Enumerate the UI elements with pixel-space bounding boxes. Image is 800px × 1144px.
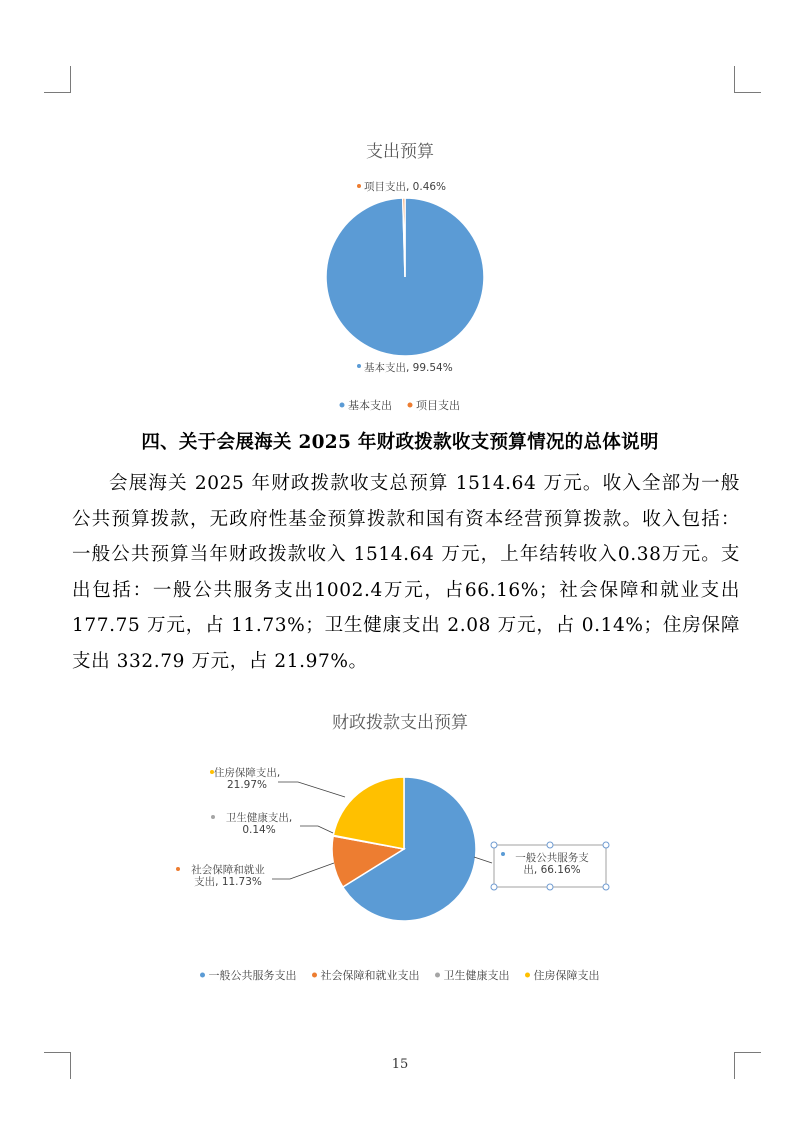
chart2-data-label-1: 社会保障和就业支出, 11.73%	[191, 864, 265, 888]
chart2-selection-handle-2	[603, 842, 609, 848]
chart2-leader-line-0	[474, 857, 492, 863]
chart2-data-label-2: 卫生健康支出, 0.14%	[225, 812, 293, 836]
chart2-legend-item-1: 社会保障和就业支出	[320, 969, 420, 982]
chart2-legend-marker-1	[312, 973, 317, 978]
chart2-selection-handle-5	[603, 884, 609, 890]
chart2-label-marker-2	[211, 815, 215, 819]
chart2-legend-item-0: 一般公共服务支出	[208, 969, 297, 982]
chart1-data-label-0: 基本支出, 99.54%	[364, 362, 453, 374]
chart1-data-label-1: 项目支出, 0.46%	[364, 181, 447, 193]
section-heading: 四、关于会展海关 2025 年财政拨款收支预算情况的总体说明	[141, 432, 659, 453]
chart1-label-marker-0	[357, 364, 361, 368]
chart1-legend-marker-1	[408, 403, 413, 408]
chart2-label-marker-0	[501, 852, 505, 856]
chart1-legend-item-1: 项目支出	[416, 399, 460, 412]
chart2-data-label-3: 住房保障支出, 21.97%	[213, 767, 281, 791]
chart2-legend-marker-0	[200, 973, 205, 978]
chart2-selection-handle-4	[547, 884, 553, 890]
chart2-data-label-0: 一般公共服务支出, 66.16%	[515, 852, 589, 876]
chart2-legend-item-2: 卫生健康支出	[443, 969, 510, 982]
chart2-pie	[0, 745, 800, 1025]
chart2-leader-line-2	[300, 826, 333, 833]
chart1-title: 支出预算	[366, 142, 434, 162]
chart2-selection-handle-3	[491, 884, 497, 890]
chart2-legend-marker-3	[525, 973, 530, 978]
chart1-legend-marker-0	[340, 403, 345, 408]
chart1-pie	[0, 170, 800, 430]
crop-mark-top-left	[44, 66, 71, 93]
chart2-leader-line-1	[272, 863, 334, 879]
crop-mark-top-right	[734, 66, 761, 93]
chart2-selection-handle-0	[491, 842, 497, 848]
chart1-label-marker-1	[357, 184, 361, 188]
chart2-title: 财政拨款支出预算	[332, 713, 468, 733]
chart2-legend-item-3: 住房保障支出	[533, 969, 600, 982]
chart2-leader-line-3	[278, 782, 345, 797]
chart2-label-marker-1	[176, 867, 180, 871]
page-number: 15	[391, 1057, 409, 1072]
chart2-legend-marker-2	[435, 973, 440, 978]
chart1-legend-item-0: 基本支出	[348, 399, 392, 412]
body-paragraph: 会展海关 2025 年财政拨款收支总预算 1514.64 万元。收入全部为一般公共预算拨款，无政府性基金预算拨款和国有资本经营预算拨款。收入包括：一般公共预算当年财政拨款收入 1514.64 万元，上年结转收入0.38万元。支出包括：一般公共服务支出1002.4万元，占66.16%；社会保障和就业支出 177.75 万元，占 11.73%；卫生健康支出 2.08 万元，占 0.14%；住房保障支出 332.79 万元，占 21.97%。	[72, 473, 740, 672]
chart2-selection-handle-1	[547, 842, 553, 848]
